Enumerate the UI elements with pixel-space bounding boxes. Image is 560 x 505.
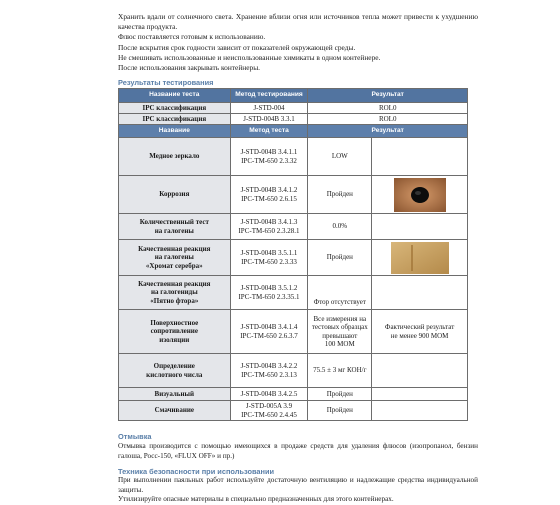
table-row [119, 138, 468, 176]
row-result: Пройден [308, 176, 372, 214]
row-method: J-STD-004B 3.4.1.1 IPC-TM-650 2.3.32 [230, 138, 308, 176]
row-name: Определение кислотного числа [119, 354, 231, 388]
ipc-row-name: IPC классификация [119, 114, 231, 125]
safety-section-title: Техника безопасности при использовании [118, 467, 275, 476]
row-result: Пройден [308, 388, 372, 401]
header2-name: Название [119, 125, 231, 138]
row-method: J-STD-004B 3.4.1.4 IPC-TM-650 2.6.3.7 [230, 310, 308, 354]
results-section-title: Результаты тестирования [118, 78, 214, 87]
cleaning-text [118, 442, 478, 461]
row-name: Качественная реакция на галогениды «Пятно фтора» [119, 276, 231, 310]
row-name: Коррозия [119, 176, 231, 214]
table-row [119, 214, 468, 240]
row-image-cell [372, 276, 468, 310]
row-result: LOW [308, 138, 372, 176]
row-method: J-STD-004B 3.5.1.1 IPC-TM-650 2.3.33 [230, 240, 308, 276]
row-result: 75.5 ± 3 мг КОН/г [308, 354, 372, 388]
ipc-row-name: IPC классификация [119, 103, 231, 114]
row-result: 0.0% [308, 214, 372, 240]
row-result: Фтор отсутствует [308, 276, 372, 310]
table-row [119, 310, 468, 354]
row-result: Пройден [308, 240, 372, 276]
intro-line: После использования закрывать контейнеры. [118, 63, 261, 73]
row-method: J-STD-004B 3.5.1.2 IPC-TM-650 2.3.35.1 [230, 276, 308, 310]
table-row [119, 401, 468, 421]
corrosion-photo [394, 178, 446, 212]
ipc-row-result: ROL0 [308, 114, 468, 125]
row-image-cell [372, 401, 468, 421]
row-method: J-STD-004B 3.4.1.2 IPC-TM-650 2.6.15 [230, 176, 308, 214]
header2-result: Результат [308, 125, 468, 138]
table-row [119, 240, 468, 276]
intro-line: После вскрытия срок годности зависит от показателей окружающей среды. [118, 42, 356, 52]
cleaning-paragraph: Отмывка производится с помощью имеющихся в продаже средств для удаления флюсов (изопропанол, бензин галоша, Росс-150, «FLUX OFF» и пр.) [118, 442, 478, 460]
row-name: Медное зеркало [119, 138, 231, 176]
storage-instructions [118, 12, 478, 73]
table-row [119, 354, 468, 388]
row-image-cell [372, 138, 468, 176]
ipc-row-result: ROL0 [308, 103, 468, 114]
header-result: Результат [308, 89, 468, 103]
row-name: Качественная реакция на галогены «Хромат серебра» [119, 240, 231, 276]
header2-method: Метод теста [230, 125, 308, 138]
results-table [118, 88, 468, 421]
row-name: Поверхностное сопротивление изоляции [119, 310, 231, 354]
row-extra-result: Фактический результат не менее 900 МОМ [372, 310, 468, 354]
silver-chromate-photo [391, 242, 449, 274]
safety-paragraph-1: При выполнении паяльных работ используйте достаточную вентиляцию и надлежащие средства индивидуальной защиты. [118, 476, 478, 494]
table-row [119, 276, 468, 310]
row-image-cell [372, 354, 468, 388]
row-method: J-STD-004B 3.4.1.3 IPC-TM-650 2.3.28.1 [230, 214, 308, 240]
row-result: Все измерения на тестовых образцах превышают 100 МОМ [308, 310, 372, 354]
ipc-row-method: J-STD-004 [230, 103, 308, 114]
table-row [119, 388, 468, 401]
row-image-cell [372, 214, 468, 240]
safety-paragraph-2: Утилизируйте опасные материалы в специально предназначенных для этого контейнерах. [118, 495, 394, 504]
cleaning-section-title: Отмывка [118, 432, 152, 441]
header-test-method: Метод тестирования [230, 89, 308, 103]
table-row [119, 176, 468, 214]
intro-line: Хранить вдали от солнечного света. Хранение вблизи огня или источников тепла может привести к ухудшению качества продукта. [118, 12, 478, 32]
safety-text [118, 476, 478, 505]
row-name: Смачивание [119, 401, 231, 421]
corrosion-photo-cell [372, 176, 468, 214]
intro-line: Флюс поставляется готовым к использованию. [118, 32, 266, 42]
row-result: Пройден [308, 401, 372, 421]
row-method: J-STD-004B 3.4.2.2 IPC-TM-650 2.3.13 [230, 354, 308, 388]
row-name: Визуальный [119, 388, 231, 401]
header-test-name: Название теста [119, 89, 231, 103]
row-name: Количественный тест на галогены [119, 214, 231, 240]
intro-line: Не смешивать использованные и неиспользованные химикаты в одном контейнере. [118, 52, 381, 62]
ipc-row-method: J-STD-004B 3.3.1 [230, 114, 308, 125]
silver-chromate-photo-cell [372, 240, 468, 276]
row-image-cell [372, 388, 468, 401]
row-method: J-STD-004B 3.4.2.5 [230, 388, 308, 401]
row-method: J-STD-005A 3.9 IPC-TM-650 2.4.45 [230, 401, 308, 421]
